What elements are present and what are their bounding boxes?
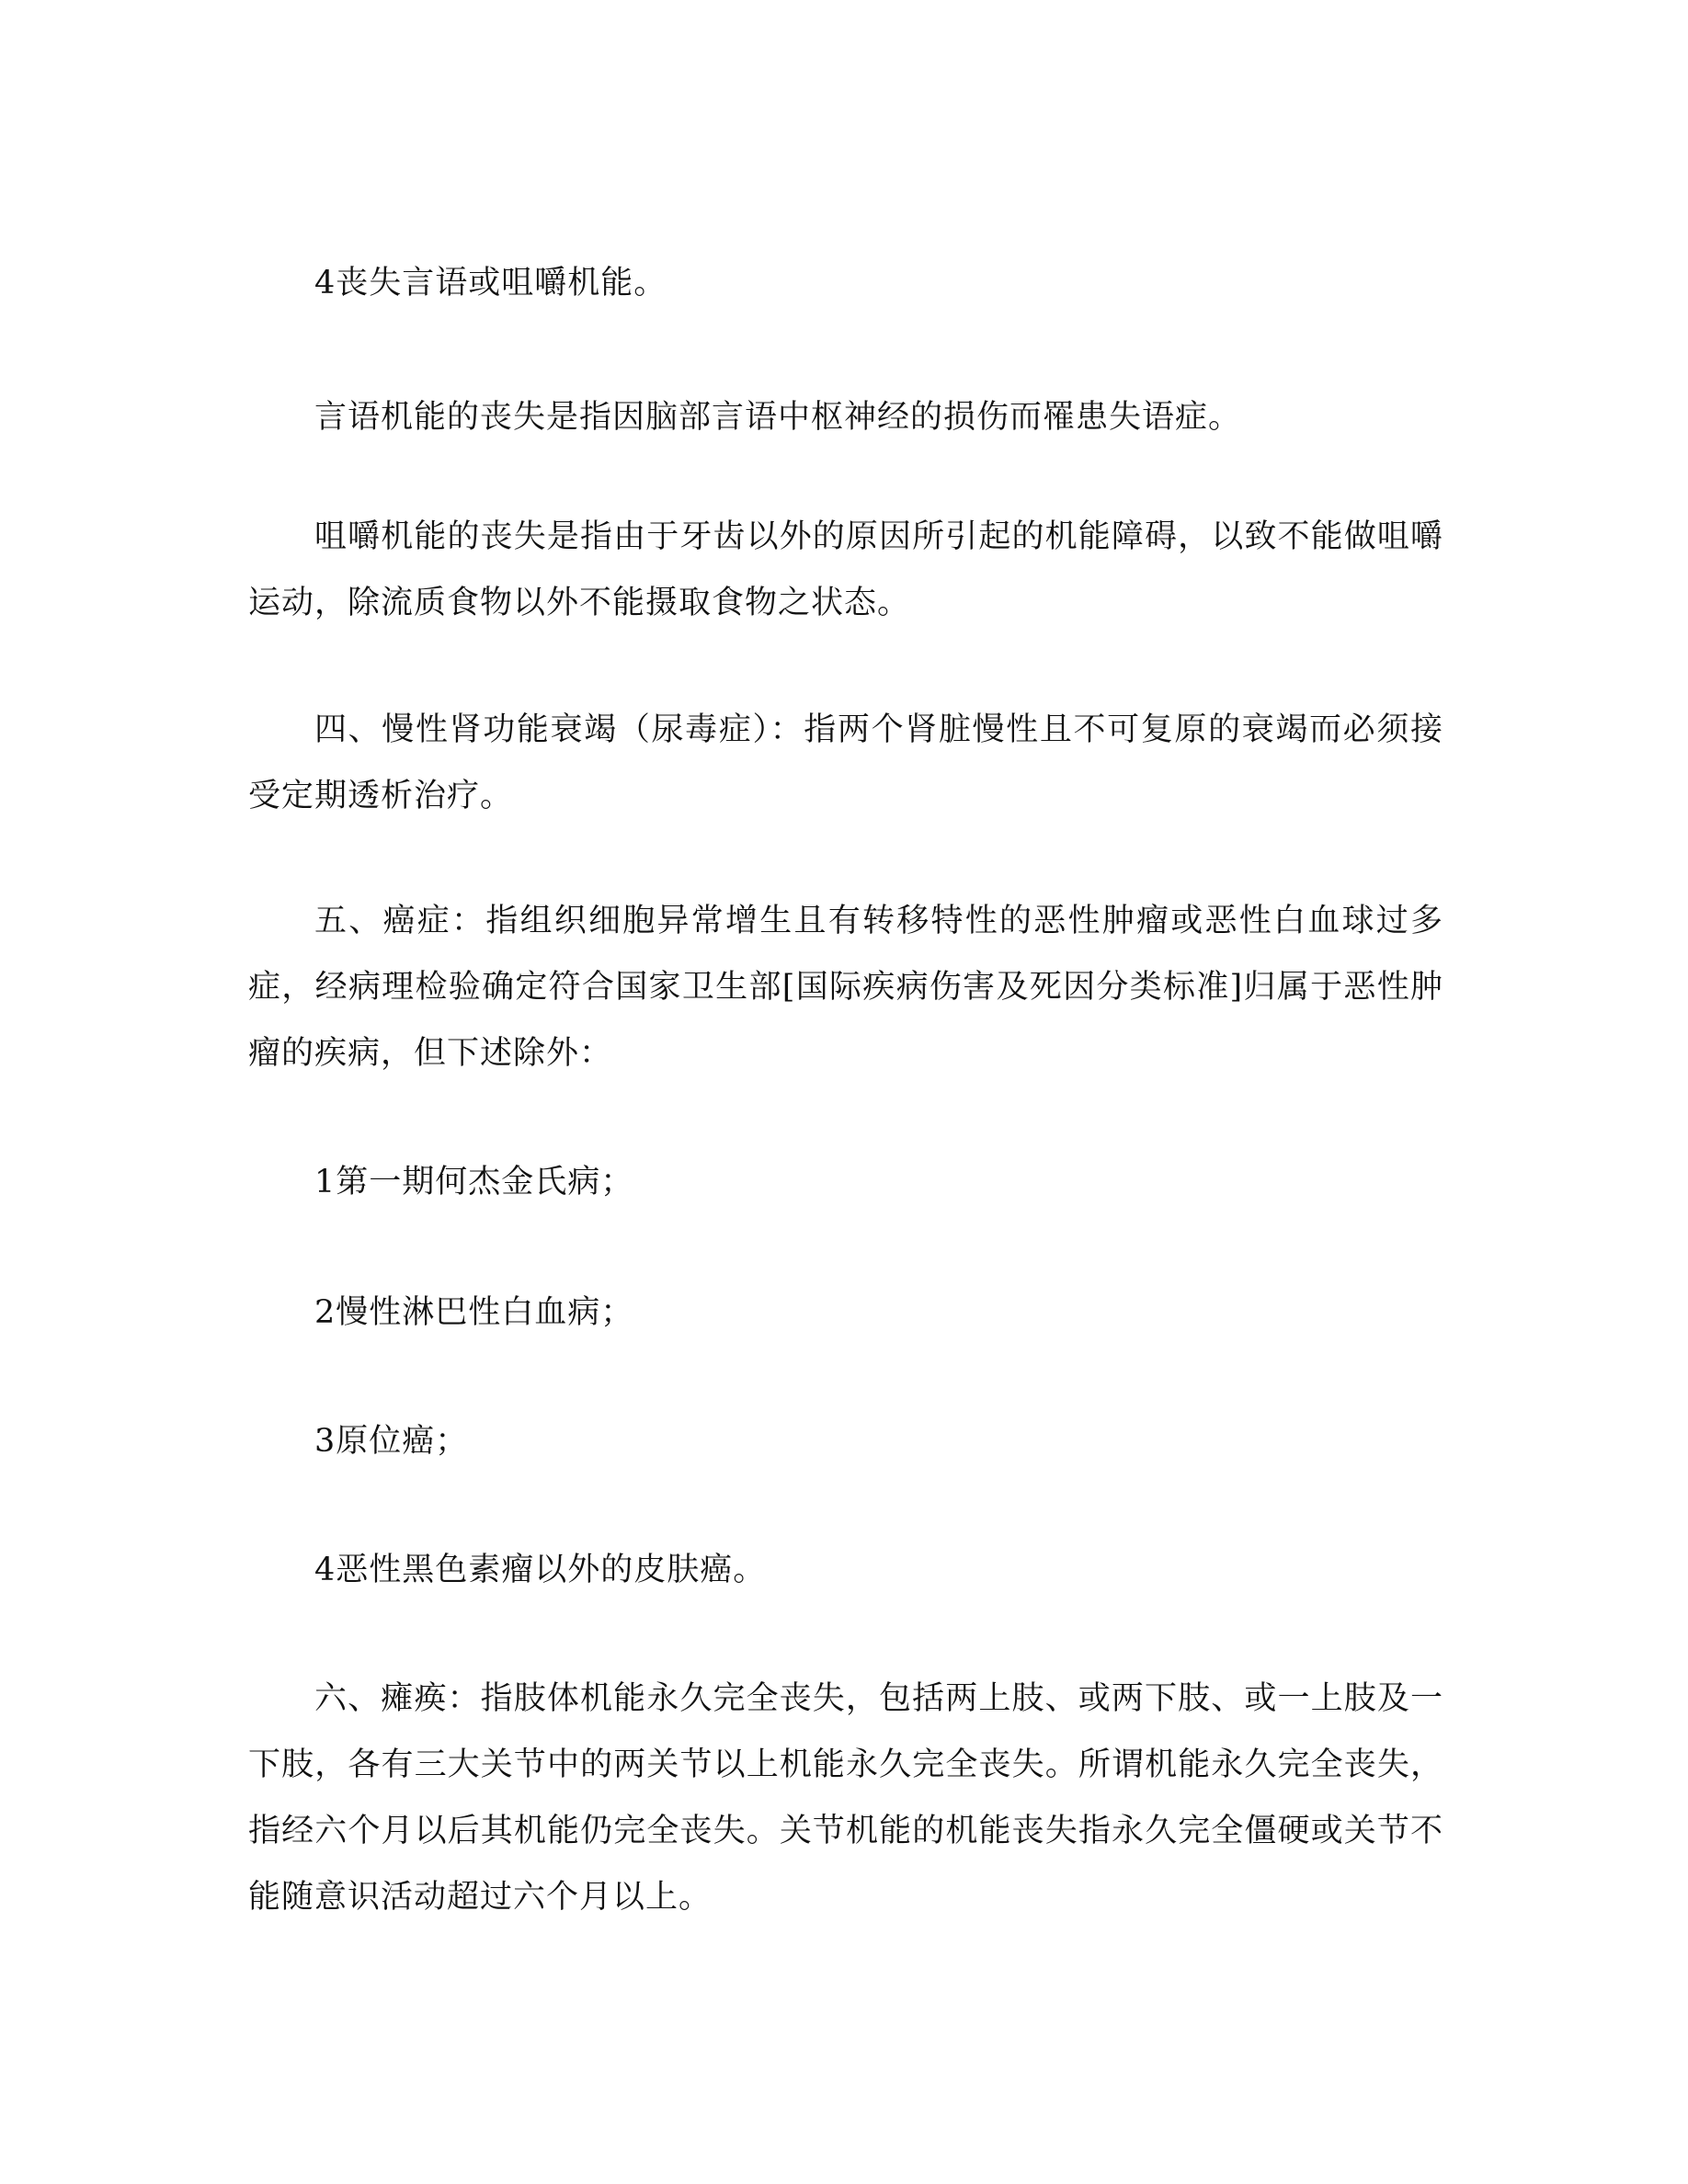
paragraph-chronic-renal-failure: 四、慢性肾功能衰竭（尿毒症）：指两个肾脏慢性且不可复原的衰竭而必须接受定期透析治疗。	[248, 711, 1443, 814]
paragraph-speech-loss-definition: 言语机能的丧失是指因脑部言语中枢神经的损伤而罹患失语症。	[314, 399, 1242, 436]
paragraph-paralysis: 六、瘫痪：指肢体机能永久完全丧失，包括两上肢、或两下肢、或一上肢及一下肢，各有三大关节中的两关节以上机能永久完全丧失。所谓机能永久完全丧失，指经六个月以后其机能仍完全丧失。关节机能的机能丧失指永久完全僵硬或关节不能随意识活动超过六个月以上。	[248, 1680, 1443, 1916]
paragraph-item-4-loss-of-speech: 4丧失言语或咀嚼机能。	[314, 265, 667, 301]
paragraph-chewing-loss-definition: 咀嚼机能的丧失是指由于牙齿以外的原因所引起的机能障碍，以致不能做咀嚼运动，除流质食物以外不能摄取食物之状态。	[248, 518, 1443, 621]
paragraph-cancer: 五、癌症：指组织细胞异常增生且有转移特性的恶性肿瘤或恶性白血球过多症，经病理检验确定符合国家卫生部[国际疾病伤害及死因分类标准]归属于恶性肿瘤的疾病，但下述除外：	[248, 903, 1443, 1072]
paragraph-exclusion-2: 2慢性淋巴性白血病；	[314, 1294, 634, 1331]
paragraph-exclusion-3: 3原位癌；	[314, 1423, 469, 1460]
paragraph-exclusion-1: 1第一期何杰金氏病；	[314, 1164, 634, 1200]
paragraph-exclusion-4: 4恶性黑色素瘤以外的皮肤癌。	[314, 1552, 767, 1588]
